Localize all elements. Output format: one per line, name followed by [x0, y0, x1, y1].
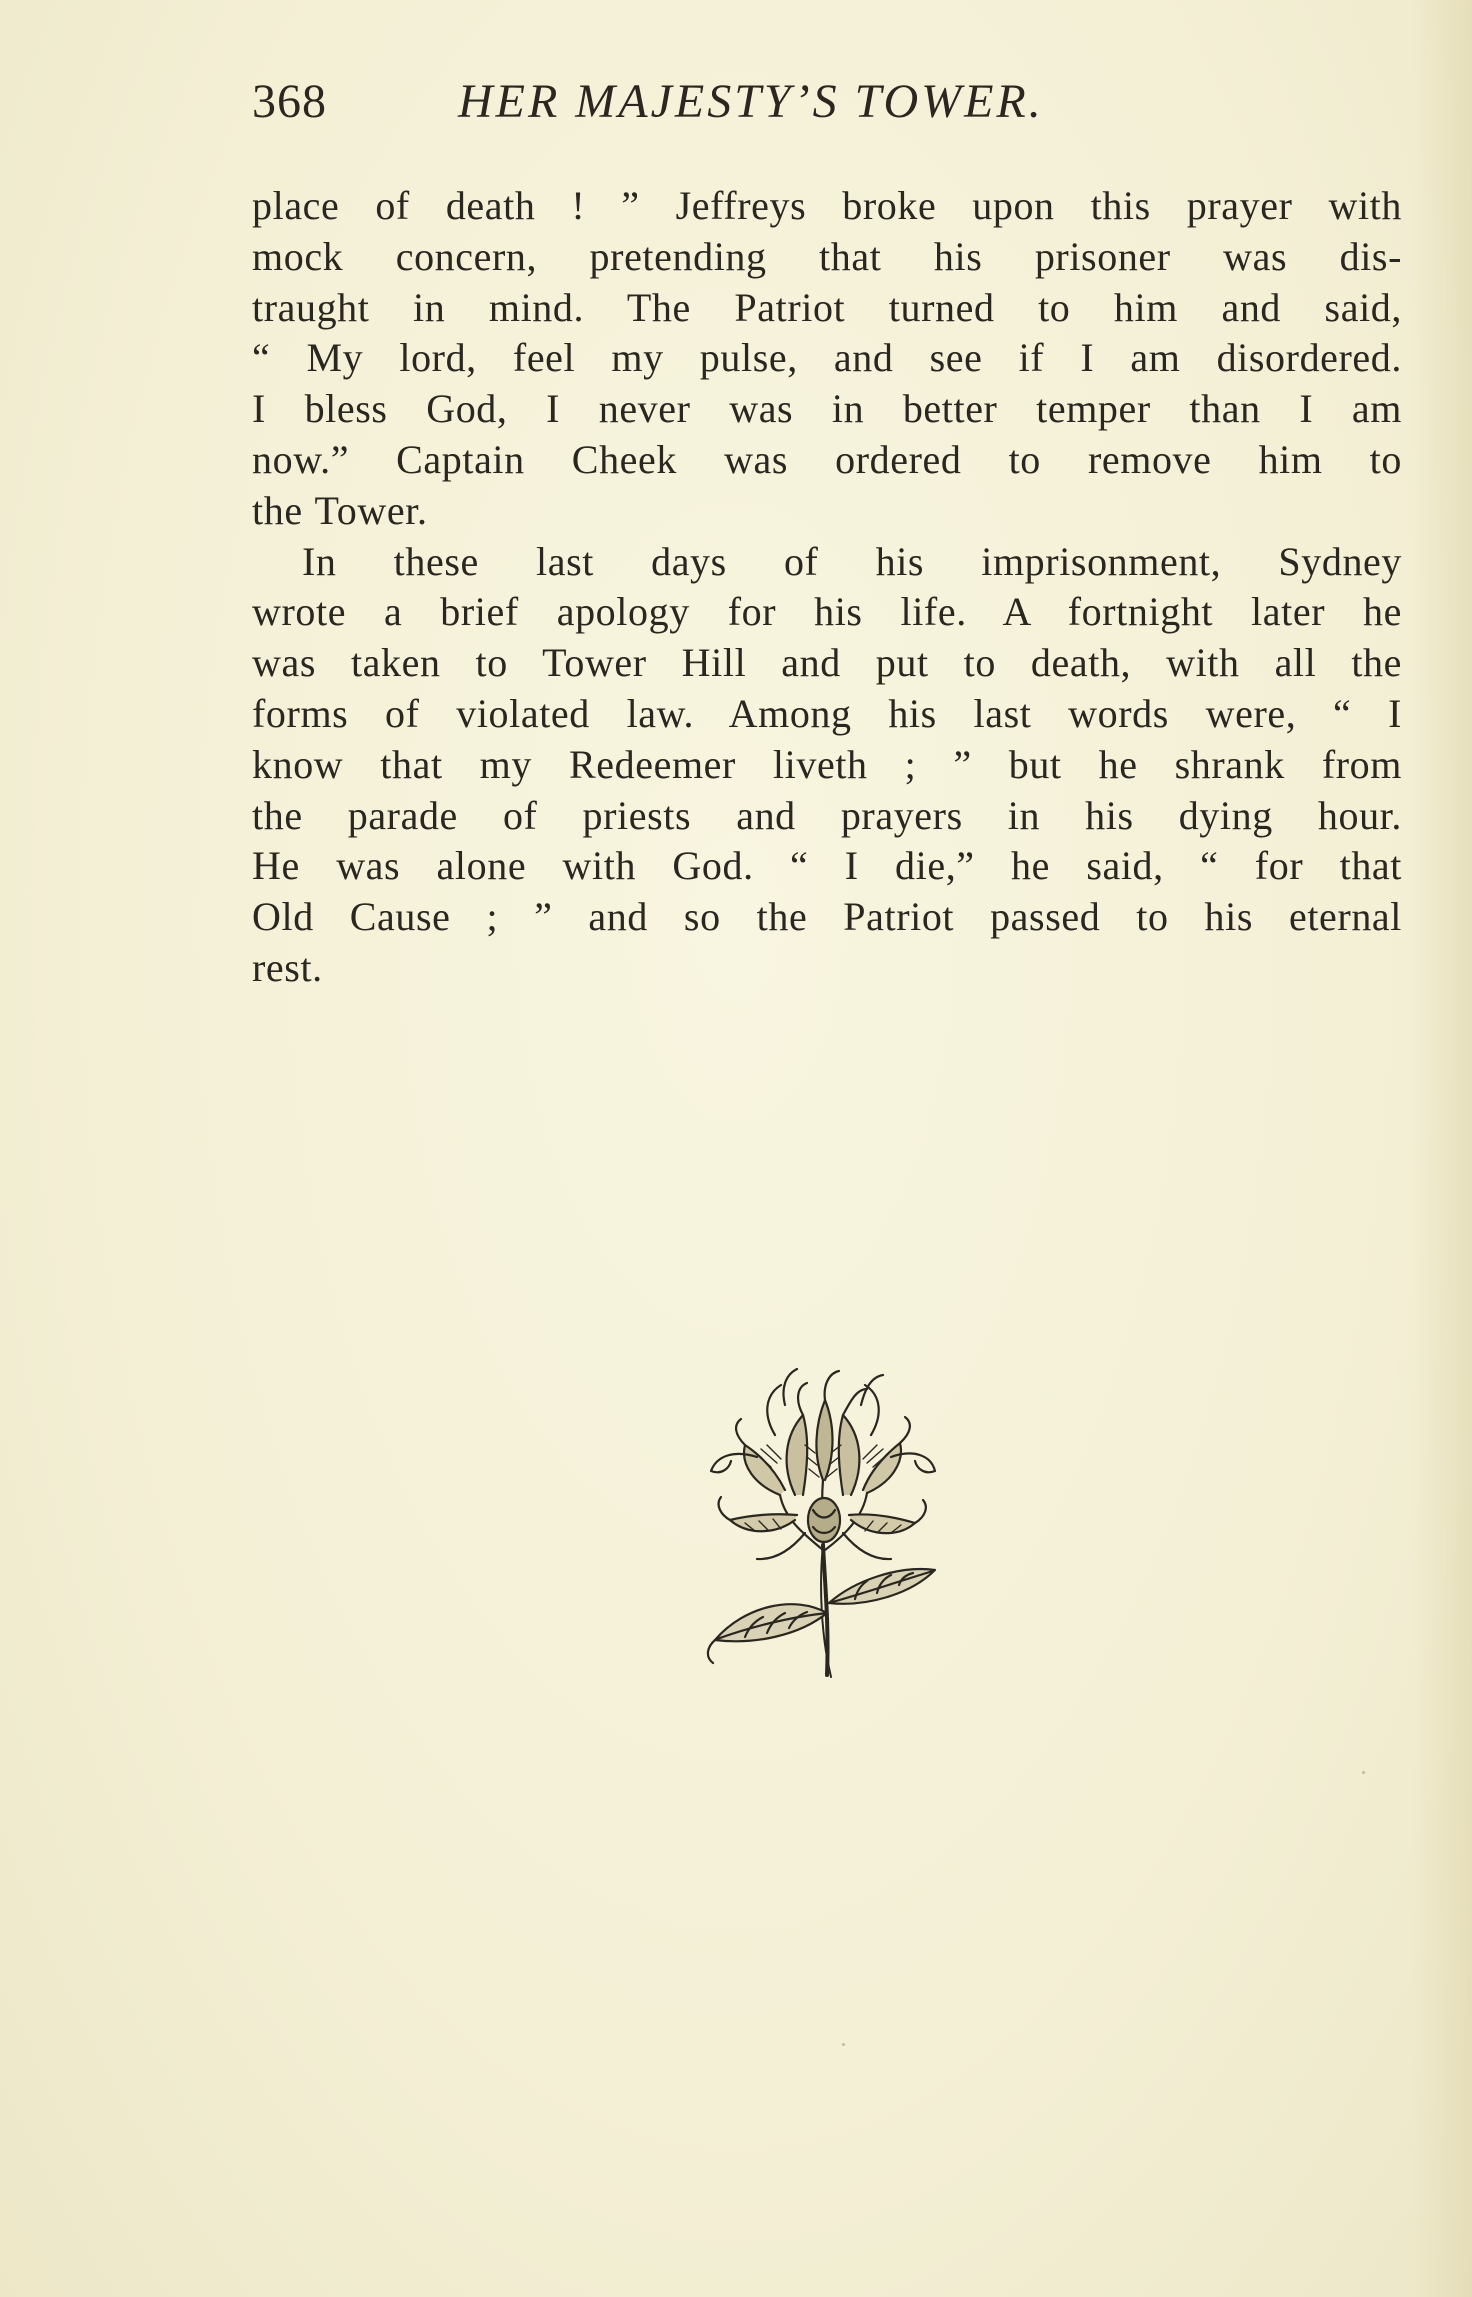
text-line: know that my Redeemer liveth ; ” but he shrank from	[252, 741, 1402, 787]
text-line: In these last days of his imprisonment, Sydney	[302, 538, 1402, 584]
text-line: “ My lord, feel my pulse, and see if I am disordered.	[252, 335, 1402, 381]
text-line: now.” Captain Cheek was ordered to remove him to	[252, 436, 1402, 482]
text-line: traught in mind. The Patriot turned to him and said,	[252, 284, 1402, 330]
body-text	[252, 181, 1402, 994]
page-header	[252, 72, 1212, 132]
page-edge-shadow	[1412, 0, 1472, 2297]
honeysuckle-flower-ornament-icon	[685, 1345, 955, 1685]
text-line: the parade of priests and prayers in his dying hour.	[252, 792, 1402, 838]
text-line: rest.	[252, 944, 323, 990]
text-line: the Tower.	[252, 487, 428, 533]
text-line: place of death ! ” Jeffreys broke upon this prayer with	[252, 183, 1402, 228]
text-line: wrote a brief apology for his life. A fortnight later he	[252, 589, 1402, 635]
text-line: I bless God, I never was in better temper than I am	[252, 386, 1402, 432]
paragraph-2	[252, 537, 1402, 994]
text-line: Old Cause ; ” and so the Patriot passed to his eternal	[252, 894, 1402, 940]
text-line: forms of violated law. Among his last words were, “ I	[252, 690, 1402, 736]
text-line: mock concern, pretending that his prisoner was dis-	[252, 233, 1402, 279]
text-line: was taken to Tower Hill and put to death, with all the	[252, 640, 1402, 686]
paper-speck	[842, 2043, 845, 2046]
page-number: 368	[252, 75, 327, 128]
text-line: He was alone with God. “ I die,” he said, “ for that	[252, 843, 1402, 889]
paragraph-1	[252, 181, 1402, 537]
paper-speck	[1362, 1771, 1365, 1774]
running-title: HER MAJESTY’S TOWER.	[458, 75, 1044, 128]
